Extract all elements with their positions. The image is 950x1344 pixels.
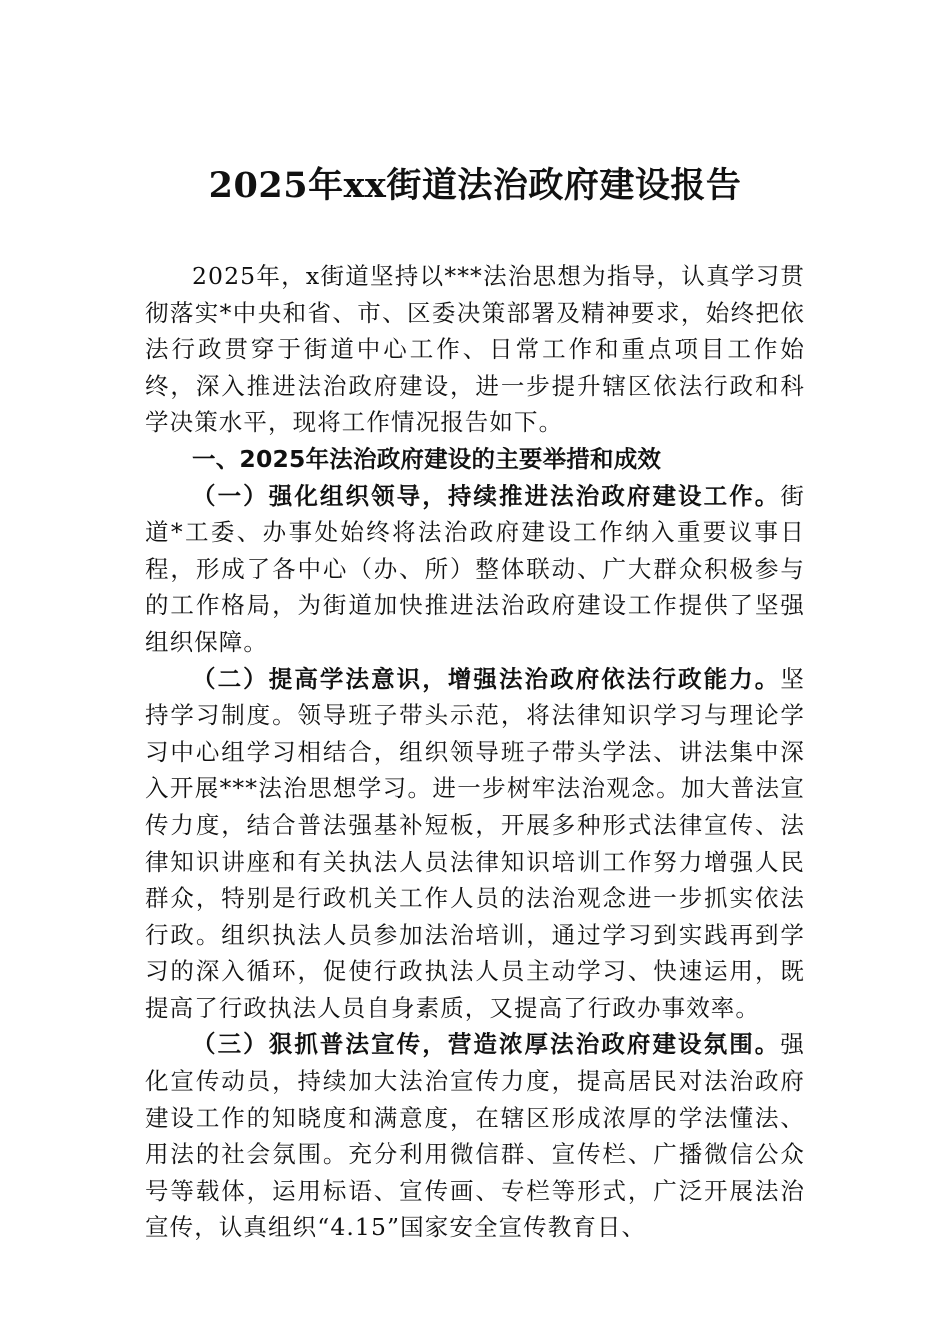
document-body: [145, 258, 805, 1246]
subsection-paragraph-1: [145, 478, 805, 661]
subsection-heading-1: （一）强化组织领导，持续推进法治政府建设工作。: [192, 481, 781, 510]
subsection-paragraph-2: [145, 661, 805, 1027]
subsection-paragraph-3: [145, 1026, 805, 1246]
subsection-text-3: 强化宣传动员，持续加大法治宣传力度，提高居民对法治政府建设工作的知晓度和满意度，在辖区形成浓厚的学法懂法、用法的社会氛围。充分利用微信群、宣传栏、广播微信公众号等载体，运用标语、宣传画、专栏等形式，广泛开展法治宣传，认真组织“4.15”国家安全宣传教育日、: [145, 1030, 805, 1242]
subsection-text-2: 坚持学习制度。领导班子带头示范，将法律知识学习与理论学习中心组学习相结合，组织领导班子带头学法、讲法集中深入开展***法治思想学习。进一步树牢法治观念。加大普法宣传力度，结合普法强基补短板，开展多种形式法律宣传、法律知识讲座和有关执法人员法律知识培训工作努力增强人民群众，特别是行政机关工作人员的法治观念进一步抓实依法行政。组织执法人员参加法治培训，通过学习到实践再到学习的深入循环，促使行政执法人员主动学习、快速运用，既提高了行政执法人员自身素质，又提高了行政办事效率。: [145, 664, 805, 1022]
intro-paragraph: 2025年，x街道坚持以***法治思想为指导，认真学习贯彻落实*中央和省、市、区委决策部署及精神要求，始终把依法行政贯穿于街道中心工作、日常工作和重点项目工作始终，深入推进法治政府建设，进一步提升辖区依法行政和科学决策水平，现将工作情况报告如下。: [145, 262, 805, 437]
document-title: 2025年xx街道法治政府建设报告: [208, 165, 742, 206]
subsection-heading-3: （三）狠抓普法宣传，营造浓厚法治政府建设氛围。: [192, 1030, 781, 1059]
subsection-heading-2: （二）提高学法意识，增强法治政府依法行政能力。: [192, 664, 781, 693]
subsection-text-1: 街道*工委、办事处始终将法治政府建设工作纳入重要议事日程，形成了各中心（办、所）整体联动、广大群众积极参与的工作格局，为街道加快推进法治政府建设工作提供了坚强组织保障。: [145, 481, 805, 656]
section-heading-1: 一、2025年法治政府建设的主要举措和成效: [192, 444, 662, 473]
